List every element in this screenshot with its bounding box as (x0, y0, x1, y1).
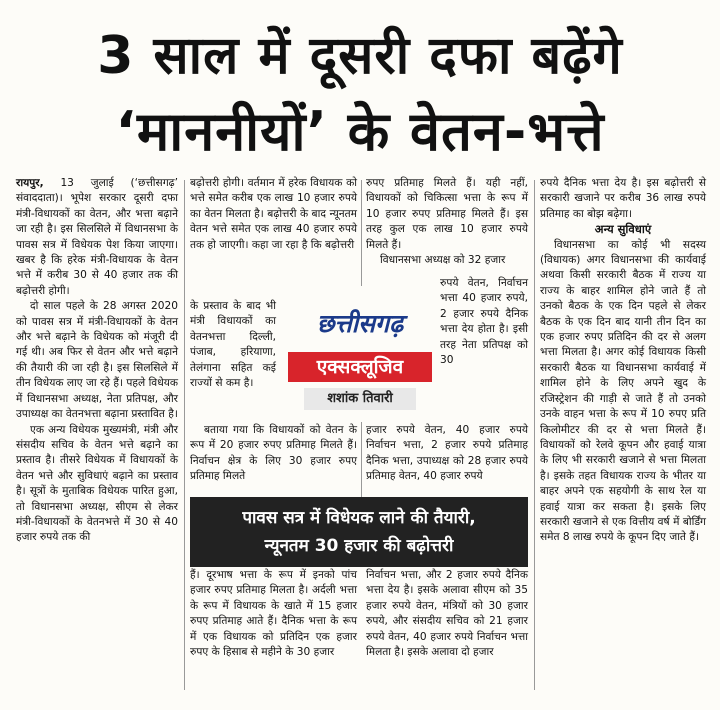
article-paragraph: बताया गया कि विधायकों को वेतन के रूप में 20 हजार रुपए प्रतिमाह मिलते हैं। निर्वाचन क्षेत्र के लिए 30 हजार रुपए प्रतिमाह मिलते (190, 424, 357, 483)
exclusive-badge: एक्सक्लूजिव (288, 352, 432, 382)
article-paragraph: रुपये दैनिक भत्ता देय है। इस बढ़ोत्तरी से सरकारी खजाने पर करीब 36 लाख रुपये प्रतिमाह का बोझ बढ़ेगा। (540, 177, 706, 220)
article-paragraph: हजार रुपये वेतन, 40 हजार रुपये निर्वाचन भत्ता, 2 हजार रुपये प्रतिमाह दैनिक भत्ता, उपाध्यक्ष को 28 हजार रुपये प्रतिमाह वेतन, 40 हजार रुपये (366, 424, 528, 483)
article-column-2-wrap (190, 299, 276, 391)
headline-line-2: ‘माननीयों’ के वेतन-भत्ते (115, 100, 605, 163)
article-paragraph: हैं। दूरभाष भत्ता के रूप में इनको पांच हजार रुपए प्रतिमाह मिलता है। अर्दली भत्ता के रूप में विधायक के खाते में 15 हजार रुपए प्रतिमाह आते हैं। दैनिक भत्ता के रूप में एक विधायक को प्रतिदिन एक हजार रुपए के हिसाब से महीने के 30 हजार (190, 569, 357, 659)
dateline: रायपुर, (16, 177, 44, 189)
callout-box (190, 497, 528, 567)
article-column-3 (366, 176, 528, 268)
article-column-3-bottom (366, 568, 528, 660)
article-paragraph: बढ़ोत्तरी होगी। वर्तमान में हरेक विधायक को भत्ते समेत करीब एक लाख 10 हजार रुपये का वेतन मिलता है। बढ़ोत्तरी के बाद न्यूनतम वेतन भत्ते समेत एक लाख 40 हजार रुपये तक हो जाएगी। कहा जा रहा है कि बढ़ोत्तरी (190, 177, 357, 251)
byline-author: शशांक तिवारी (304, 388, 416, 410)
headline-line-1: 3 साल में दूसरी दफा बढ़ेंगे (97, 26, 623, 86)
article-paragraph: रुपये वेतन, निर्वाचन भत्ता 40 हजार रुपये, 2 हजार रुपये दैनिक भत्ता देय होता है। इसी तरह नेता प्रतिपक्ष को 30 (440, 277, 528, 367)
callout-line-1: पावस सत्र में विधेयक लाने की तैयारी, (242, 508, 476, 528)
column-divider (534, 180, 535, 690)
article-paragraph: के प्रस्ताव के बाद भी मंत्री विधायकों का वेतनभत्ता दिल्ली, पंजाब, हरियाणा, तेलंगाना सहित कई राज्यों से कम है। (190, 300, 276, 390)
callout-line-2: न्यूनतम 30 हजार की बढ़ोत्तरी (264, 536, 454, 556)
article-column-2-bottom (190, 568, 357, 660)
article-paragraph: दो साल पहले के 28 अगस्त 2020 को पावस सत्र में मंत्री-विधायकों के वेतन और भत्ते बढ़ाने के विधेयक को मंजूरी दी गई थी। अब फिर से वेतन और भत्ते बढ़ाने की तैयारी की जा रही है। इस सिलसिले में तीन विधेयक लाए जा रहे हैं। पहले विधेयक में विधानसभा अध्यक्ष, नेता प्रतिपक्ष, और उपाध्यक्ष का वेतनभत्ता बढ़ाना प्रस्तावित है। (16, 300, 178, 421)
article-paragraph (16, 176, 178, 299)
newspaper-logo: छत्तीसगढ़ (316, 309, 404, 338)
article-column-2 (190, 176, 357, 253)
article-column-3-lower (366, 423, 528, 485)
paragraph-text: 13 जुलाई (‘छत्तीसगढ़’ संवाददाता)। भूपेश सरकार दूसरी दफा मंत्री-विधायकों का वेतन, और भत्ता बढ़ाने जा रही है। इस सिलसिले में विधानसभा के पावस सत्र में विधेयक पेश किया जाएगा। खबर है कि हरेक मंत्री-विधायक के वेतन भत्ते में करीब 30 से 40 हजार तक की बढ़ोत्तरी होगी। (16, 177, 178, 297)
article-paragraph: रुपए प्रतिमाह मिलते हैं। यही नहीं, विधायकों को चिकित्सा भत्ता के रूप में 10 हजार रुपए प्रतिमाह मिलते हैं। इस तरह कुल एक लाख 10 हजार रुपये मिलते हैं। (366, 177, 528, 251)
article-column-1 (16, 176, 178, 546)
article-column-3-wrap (440, 276, 528, 368)
exclusive-logo-box (282, 286, 438, 422)
column-divider (184, 180, 185, 690)
article-column-2-lower (190, 423, 357, 485)
section-subhead: अन्य सुविधाएं (594, 222, 652, 237)
article-column-4 (540, 176, 706, 546)
article-paragraph: विधानसभा अध्यक्ष को 32 हजार (380, 254, 506, 267)
article-paragraph: एक अन्य विधेयक मुख्यमंत्री, मंत्री और संसदीय सचिव के वेतन भत्ते बढ़ाने का प्रस्ताव है। तीसरे विधेयक में विधायकों के वेतन भत्ते और सुविधाएं बढ़ाने का प्रस्ताव है। सूत्रों के मुताबिक विधेयक पारित हुआ, तो विधानसभा अध्यक्ष, सीएम से लेकर मंत्री-विधायकों के वेतनभत्ते में 30 से 40 हजार रुपये तक की (16, 423, 178, 544)
article-paragraph: विधानसभा का कोई भी सदस्य (विधायक) अगर विधानसभा की कार्यवाई अथवा किसी सरकारी बैठक में राज्य या राज्य के बाहर शामिल होने जाते हैं तो उनको बैठक के एक दिन पहले से लेकर बैठक के एक दिन बाद यानी तीन दिन का एक हजार रुपए प्रतिदिन की दर से अलग भत्ता मिलता है। अगर कोई विधायक किसी सरकारी बैठक या विधानसभा कार्यवाई में शामिल होने के लिए अपने खुद के रजिस्ट्रेशन की गाड़ी से जाते हैं तो उनको उनके वाहन भत्ता के रूप में 10 रुपए प्रति किलोमीटर की दर से भत्ता मिलते हैं। विधायकों को रेलवे कूपन और हवाई यात्रा के लिए भी सरकारी खजाने से भत्ता मिलता है। इसके तहत विधायक राज्य के भीतर या बाहर अपने एक सहयोगी के साथ रेल या हवाई यात्रा कर सकता है। इसके लिए सरकारी खजाने से एक वित्तीय वर्ष में बोर्डिंग समेत 8 लाख रुपये के कूपन दिए जाते हैं। (540, 238, 706, 544)
article-paragraph: निर्वाचन भत्ता, और 2 हजार रुपये दैनिक भत्ता देय है। इसके अलावा सीएम को 35 हजार रुपये वेतन, मंत्रियों को 30 हजार रुपये, और संसदीय सचिव को 21 हजार रुपये वेतन, 40 हजार रुपये निर्वाचन भत्ता मिलता है। इसके अलावा दो हजार (366, 569, 528, 659)
